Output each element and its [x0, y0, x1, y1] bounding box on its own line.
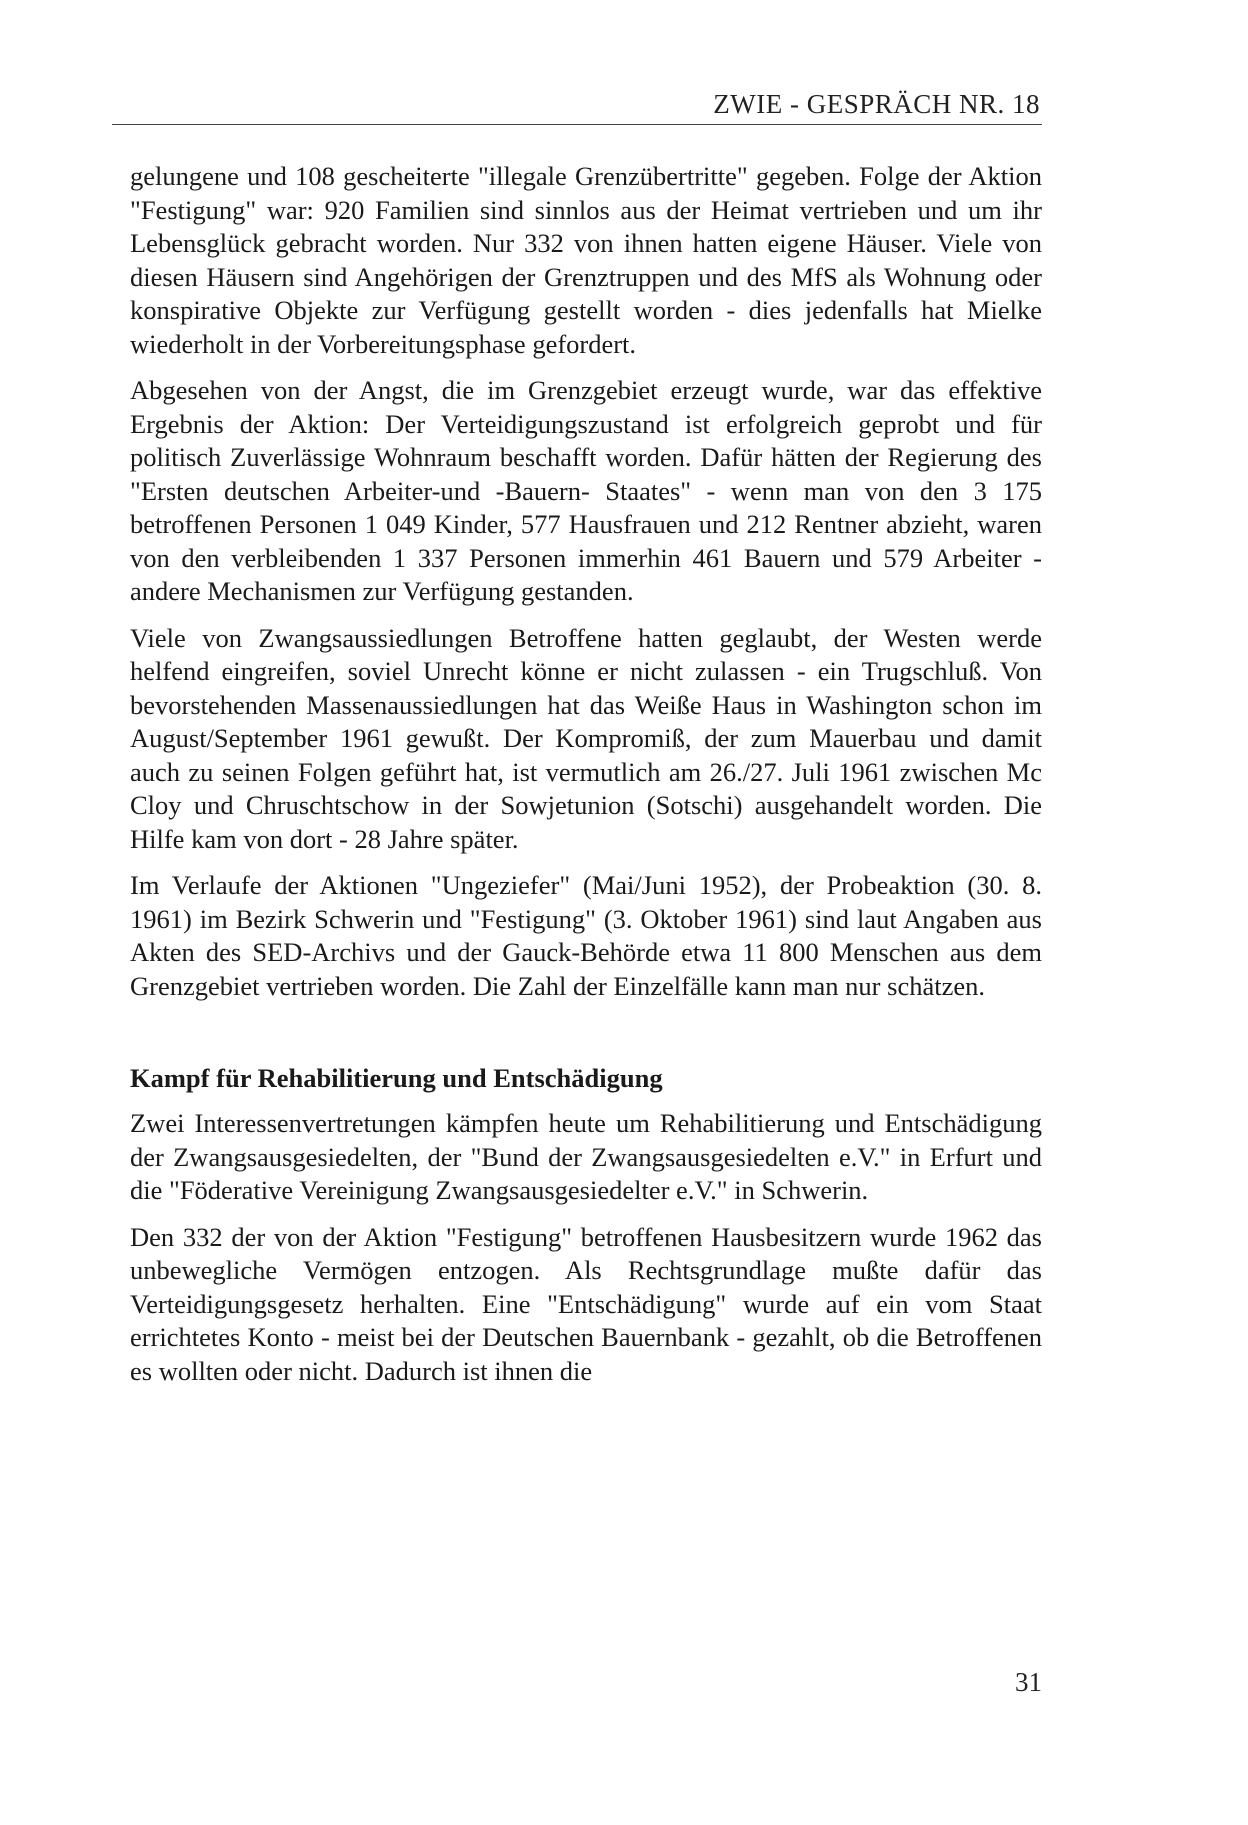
page-body: [130, 160, 1042, 1388]
paragraph: Zwei Interessenvertretungen kämpfen heute um Rehabilitierung und Entschädigung der Zwangsausgesiedelten, der "Bund der Zwangsausgesiedelten e.V." in Erfurt und die "Föderative Vereinigung Zwangsausgesiedelter e.V." in Schwerin.: [130, 1108, 1042, 1205]
running-title: ZWIE - GESPRÄCH NR. 18: [713, 89, 1040, 119]
paragraph: Den 332 der von der Aktion "Festigung" betroffenen Hausbesitzern wurde 1962 das unbewegliche Vermögen entzogen. Als Rechtsgrundlage mußte dafür das Verteidigungsgesetz herhalten. Eine "Entschädigung" wurde auf ein vom Staat errichtetes Konto - meist bei der Deutschen Bauernbank - gezahlt, ob die Betroffenen es wollten oder nicht. Dadurch ist ihnen die: [130, 1221, 1042, 1386]
paragraph: Im Verlaufe der Aktionen "Ungeziefer" (Mai/Juni 1952), der Probeaktion (30. 8. 1961) im Bezirk Schwerin und "Festigung" (3. Oktober 1961) sind laut Angaben aus Akten des SED-Archivs und der Gauck-Behörde etwa 11 800 Menschen aus dem Grenzgebiet vertrieben worden. Die Zahl der Einzelfälle kann man nur schätzen.: [130, 870, 1042, 1001]
section-heading: Kampf für Rehabilitierung und Entschädigung: [130, 1063, 663, 1093]
running-header: [112, 86, 1042, 125]
paragraph: gelungene und 108 gescheiterte "illegale Grenzübertritte" gegeben. Folge der Aktion "Festigung" war: 920 Familien sind sinnlos aus der Heimat vertrieben und um ihr Lebensglück gebracht worden. Nur 332 von ihnen hatten eigene Häuser. Viele von diesen Häusern sind Angehörigen der Grenztruppen und des MfS als Wohnung oder konspirative Objekte zur Verfügung gestellt worden - dies jedenfalls hat Mielke wiederholt in der Vorbereitungsphase gefordert.: [130, 161, 1042, 359]
paragraph: Abgesehen von der Angst, die im Grenzgebiet erzeugt wurde, war das effektive Ergebnis der Aktion: Der Verteidigungszustand ist erfolgreich geprobt und für politisch Zuverlässige Wohnraum beschafft worden. Dafür hätten der Regierung des "Ersten deutschen Arbeiter-und -Bauern- Staates" - wenn man von den 3 175 betroffenen Personen 1 049 Kinder, 577 Hausfrauen und 212 Rentner abzieht, waren von den verbleibenden 1 337 Personen immerhin 461 Bauern und 579 Arbeiter - andere Mechanismen zur Verfügung gestanden.: [130, 375, 1042, 606]
page-number: 31: [1015, 1667, 1042, 1697]
paragraph: Viele von Zwangsaussiedlungen Betroffene hatten geglaubt, der Westen werde helfend eingreifen, soviel Unrecht könne er nicht zulassen - ein Trugschluß. Von bevorstehenden Massenaussiedlungen hat das Weiße Haus in Washington schon im August/September 1961 gewußt. Der Kompromiß, der zum Mauerbau und damit auch zu seinen Folgen geführt hat, ist vermutlich am 26./27. Juli 1961 zwischen Mc Cloy und Chruschtschow in der Sowjetunion (Sotschi) ausgehandelt worden. Die Hilfe kam von dort - 28 Jahre später.: [130, 622, 1042, 854]
